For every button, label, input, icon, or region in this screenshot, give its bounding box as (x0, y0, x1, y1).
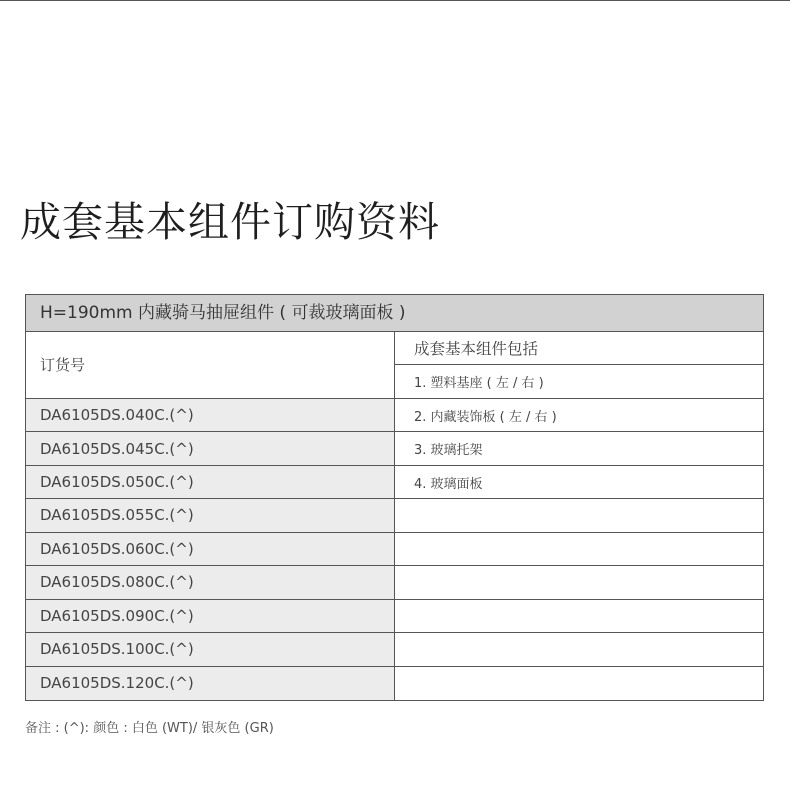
empty-cell (395, 533, 763, 566)
footnote: 备注 : (^): 颜色 : 白色 (WT)/ 银灰色 (GR) (25, 721, 274, 736)
empty-cell (395, 566, 763, 599)
order-number-cell: DA6105DS.050C.(^) (26, 466, 395, 499)
includes-column-label: 成套基本组件包括 (395, 332, 763, 365)
table-header: H=190mm 内藏骑马抽屉组件 ( 可裁玻璃面板 ) (26, 295, 763, 332)
empty-cell (395, 600, 763, 633)
component-item: 1. 塑料基座 ( 左 / 右 ) (395, 365, 763, 398)
order-number-cell: DA6105DS.120C.(^) (26, 667, 395, 700)
order-number-cell: DA6105DS.100C.(^) (26, 633, 395, 666)
order-number-cell: DA6105DS.090C.(^) (26, 600, 395, 633)
top-rule (0, 0, 790, 1)
order-number-cell: DA6105DS.040C.(^) (26, 399, 395, 432)
page-title: 成套基本组件订购资料 (20, 198, 440, 246)
order-number-column-label: 订货号 (26, 332, 395, 399)
empty-cell (395, 633, 763, 666)
component-item: 2. 内藏装饰板 ( 左 / 右 ) (395, 399, 763, 432)
empty-cell (395, 667, 763, 700)
order-number-cell: DA6105DS.060C.(^) (26, 533, 395, 566)
order-number-cell: DA6105DS.045C.(^) (26, 432, 395, 465)
component-item: 4. 玻璃面板 (395, 466, 763, 499)
order-number-cell: DA6105DS.055C.(^) (26, 499, 395, 532)
order-table (25, 294, 764, 701)
table-grid (26, 332, 763, 700)
component-item: 3. 玻璃托架 (395, 432, 763, 465)
order-number-cell: DA6105DS.080C.(^) (26, 566, 395, 599)
empty-cell (395, 499, 763, 532)
